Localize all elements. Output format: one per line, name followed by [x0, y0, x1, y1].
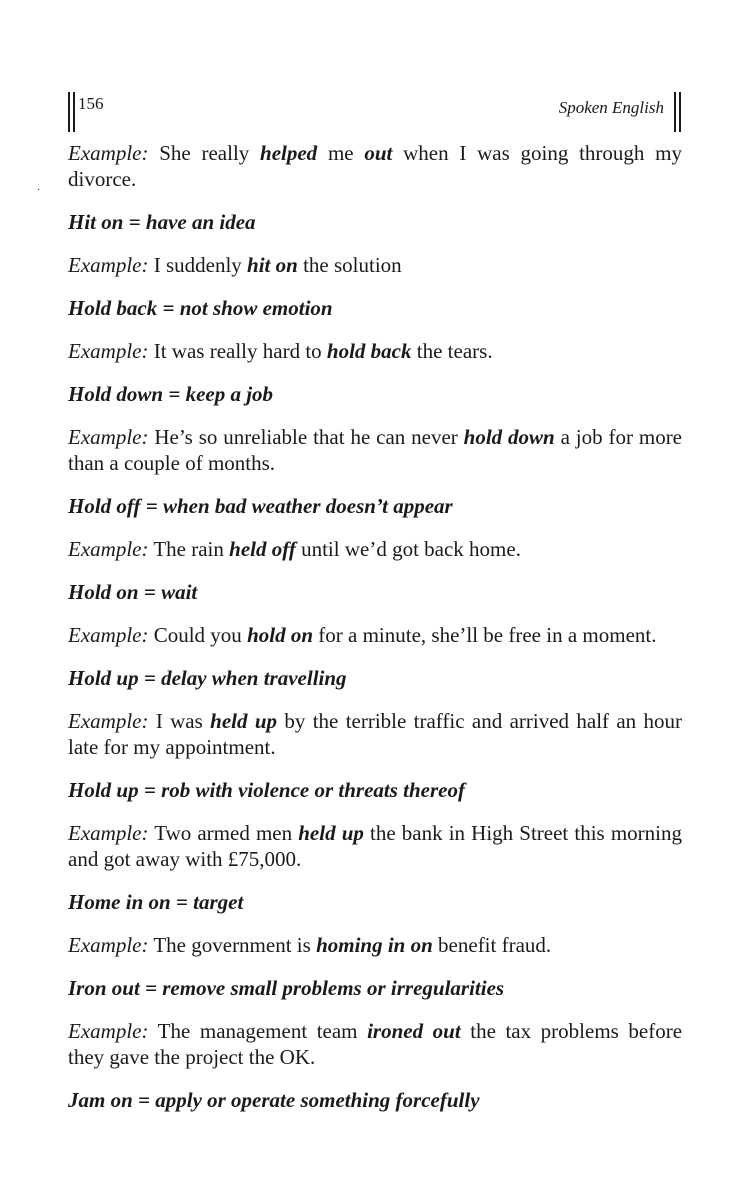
example-text: Example: Two armed men held up the bank in High Street this morning and got away with £75,000. — [68, 821, 683, 871]
phrasal-verb-heading: Home in on = target — [68, 890, 244, 914]
phrasal-verb-heading: Hold off = when bad weather doesn’t appear — [68, 494, 453, 518]
example-text: Example: The management team ironed out the tax problems before they gave the project the OK. — [68, 1019, 683, 1069]
left-double-bar — [68, 92, 70, 132]
phrase-highlight: hit on — [247, 253, 298, 277]
phrasal-verb-heading: Hold back = not show emotion — [68, 296, 333, 320]
phrasal-verb-heading: Hold on = wait — [68, 580, 198, 604]
example-text: Example: He’s so unreliable that he can never hold down a job for more than a couple of months. — [68, 425, 683, 475]
page-number: 156 — [78, 94, 104, 113]
phrasal-verb-heading: Hold up = delay when travelling — [68, 666, 347, 690]
phrasal-verb-heading: Hit on = have an idea — [68, 210, 256, 234]
example-text: Example: She really helped me out when I was going through my divorce. — [68, 141, 682, 191]
phrase-highlight: homing in on — [316, 933, 433, 957]
right-double-bar — [679, 92, 681, 132]
example-label: Example: — [68, 623, 149, 647]
phrase-highlight: hold down — [463, 425, 555, 449]
example-label: Example: — [68, 933, 149, 957]
phrase-highlight: out — [364, 141, 393, 165]
example-label: Example: — [68, 253, 149, 277]
example-text: Example: Could you hold on for a minute, she’ll be free in a moment. — [68, 623, 657, 647]
phrasal-verb-heading: Hold up = rob with violence or threats thereof — [68, 778, 465, 802]
example-label: Example: — [68, 1019, 149, 1043]
example-text: Example: I suddenly hit on the solution — [68, 253, 402, 277]
example-label: Example: — [68, 425, 149, 449]
phrase-highlight: helped — [260, 141, 318, 165]
phrasal-verb-heading: Iron out = remove small problems or irregularities — [68, 976, 505, 1000]
phrase-highlight: held up — [210, 709, 278, 733]
example-text: Example: The government is homing in on benefit fraud. — [68, 933, 552, 957]
example-label: Example: — [68, 537, 149, 561]
example-label: Example: — [68, 141, 149, 165]
phrase-highlight: hold back — [326, 339, 412, 363]
phrase-highlight: held off — [229, 537, 296, 561]
phrase-highlight: ironed out — [367, 1019, 461, 1043]
example-text: Example: I was held up by the terrible traffic and arrived half an hour late for my appointment. — [68, 709, 683, 759]
phrasal-verb-heading: Jam on = apply or operate something forcefully — [68, 1088, 480, 1112]
phrase-highlight: held up — [298, 821, 364, 845]
running-title: Spoken English — [558, 98, 664, 117]
example-text: Example: It was really hard to hold back the tears. — [68, 339, 493, 363]
left-double-bar-inner — [73, 92, 75, 132]
example-label: Example: — [68, 339, 149, 363]
stray-mark: · — [37, 185, 41, 196]
phrase-highlight: hold on — [247, 623, 314, 647]
example-label: Example: — [68, 709, 149, 733]
example-label: Example: — [68, 821, 149, 845]
right-double-bar-inner — [674, 92, 676, 132]
example-text: Example: The rain held off until we’d got back home. — [68, 537, 521, 561]
page-body — [68, 140, 682, 1130]
phrasal-verb-heading: Hold down = keep a job — [68, 382, 274, 406]
